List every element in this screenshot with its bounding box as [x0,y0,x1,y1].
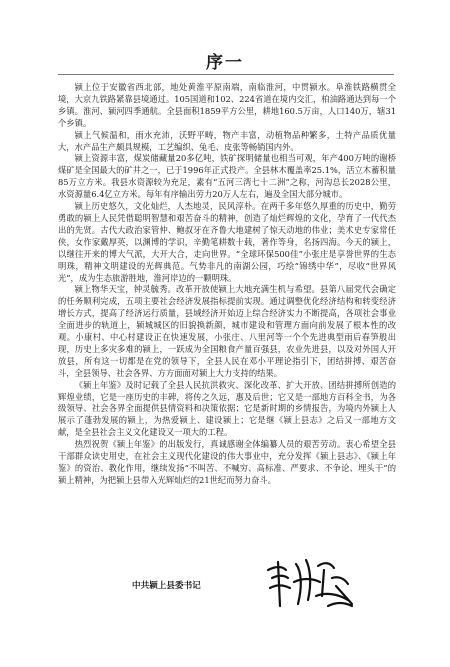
handwritten-signature [262,548,358,614]
preface-body [58,82,396,487]
paragraph: 颍上物华天宝，钟灵毓秀。改革开放使颍上大地充满生机与希望。县第八届党代会确定的任务顺利完成，五项主要社会经济发展指标提前实现。通过调整优化经济结构和转变经济增长方式，提高了经济运行质量，县域经济开始迈上综合经济实力不断提高，各项社会事业全面进步的轨道上，颍城城区的旧貌换新颜，城市建设和管理方面向前发展了根本性的改观。小康村、中心村建设正在快速发展，小张庄、八里河等一个个先进典型雨后春笋般出现，历史上多灾多难的颍上，一跃成为全国粮食产量百强县，农业先进县，以及对外国人开放县，所有这一切都是在党的领导下，全县人民在邓小平理论指引下，团结拼搏、艰苦奋斗，全县领导、社会各界、方方面面对颍上大力支持的结果。 [58,284,396,378]
title-divider [58,74,394,75]
page-title: 序一 [206,53,244,73]
paragraph: 颍上位于安徽省西北部，地处黄淮平原南端，南临淮河，中贯颍水。阜淮铁路横贯全境，大京九铁路紧靠县境通过。105国道和102、224省道在境内交汇，柏油路通达到每一个乡镇。淮河、颍河四季通航。全县面积1859平方公里，耕地160.5万亩，人口140万，辖31个乡镇。 [58,82,396,128]
paragraph: 热烈祝贺《颍上年鉴》的出版发行，真诚感谢全体编纂人员的艰苦劳动。衷心希望全县干部群众读史用史，在社会主义现代化建设的伟大事业中，充分发挥《颍上县志》、《颍上年鉴》的资治、教化作用，继续发扬“不叫苦、不喊穷、高标准、严要求、不争论、埋头干”的颍上精神，为把颍上县带入光辉灿烂的21世纪而努力奋斗。 [58,439,396,485]
signer-title: 中共颍上县委书记 [132,581,201,591]
paragraph: 颍上气候温和，雨水充沛，沃野平畴，物产丰富，动植物品种繁多，土特产品质优量大，水产品生产颇具规模，工艺编织、兔毛、皮张等畅销国内外。 [58,129,396,152]
paragraph: 颍上资源丰富，煤炭储藏量20多亿吨，铁矿探明储量也相当可观，年产400万吨的谢桥煤矿是全国最大的矿井之一，已于1996年正式投产。全县林木覆盖率25.1%，活立木蓄积量85万立方米。我县水资源较为充足，素有“五河三湾七十二洲”之称，河沟总长2028公里，水资源量6.4亿立方米。每年有序输出劳力20万人左右，遍及全国大部分城市。 [58,153,396,200]
paragraph: 《颍上年鉴》及时记载了全县人民抗洪救灾、深化改革、扩大开放、团结拼搏所创造的辉煌业绩，它是一座历史的丰碑，将传之久远，惠及后世；它又是一部地方百科全书，为各级领导、社会各界全面提供县情资料和决策依据；它是新时期的乡情报告，为境内外颍上人展示了蓬勃发展的颍上，为热爱颍上、建设颍上；它是继《颍上县志》之后又一部地方文献，是全县社会主义文化建设又一项大的工程。 [58,379,396,438]
paragraph: 颍上历史悠久，文化灿烂，人杰地灵，民风淳朴。在两千多年悠久厚重的历史中，勤劳勇敢的颍上人民凭借聪明智慧和艰苦奋斗的精神，创造了灿烂辉煌的文化，孕育了一代代杰出的先贤。古代大政治家管仲、鲍叔牙在齐鲁大地建树了惊天动地的伟业；美术史专家常任侠，女作家戴厚英，以渊博的学识，辛勤笔耕数十载，著作等身，名扬四海。今天的颍上，以继往开来的博大气派，大开大合，走向世界。“全球环保500佳”小张庄是享誉世界的生态明珠，精神文明建设的光辉典范。气势非凡的南湖公园，巧绘“锦绣中华”，尽收“世界风光”，成为生态旅游胜地，淮河岸边的一颗明珠。 [58,201,396,283]
